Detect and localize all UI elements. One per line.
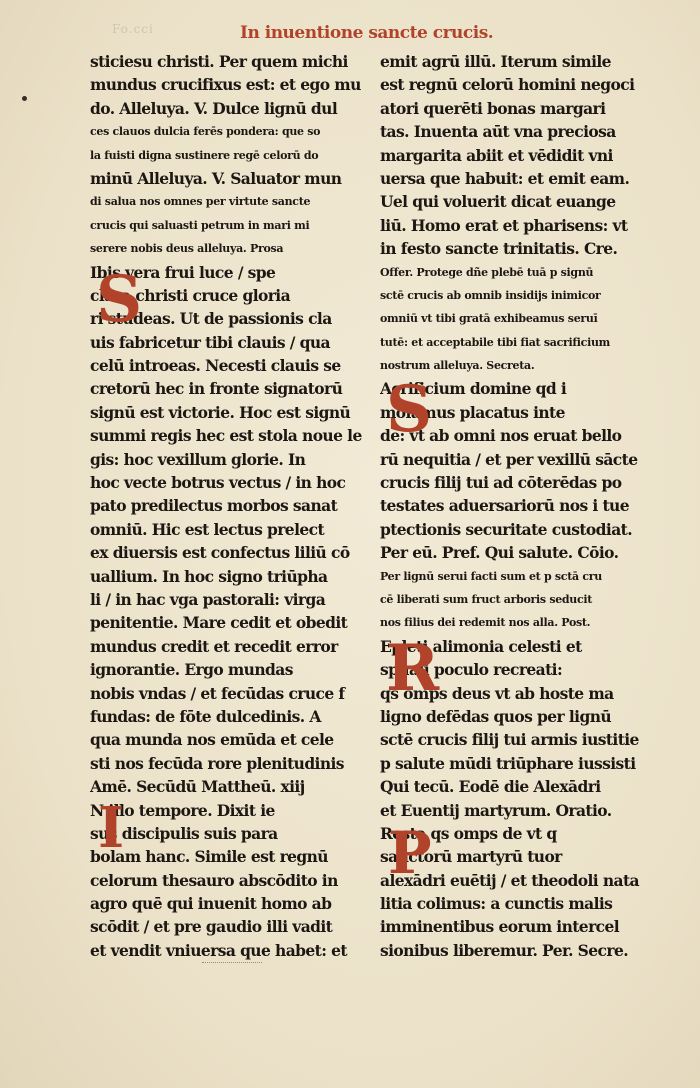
text-line: cē liberati sum fruct arboris seducit: [380, 592, 593, 606]
text-line: sctē crucis ab omnib insidijs inimicor: [380, 288, 601, 302]
text-line: liū. Homo erat et pharisens: vt: [380, 215, 628, 235]
text-line: serere nobis deus alleluya. Prosa: [90, 242, 284, 256]
text-line: emit agrū illū. Iterum simile: [380, 52, 611, 71]
text-line: signū est victorie. Hoc est signū: [90, 402, 351, 422]
text-line: uis fabricetur tibi clauis / qua: [90, 332, 331, 352]
text-line: sanctorū martyrū tuor: [380, 847, 562, 867]
text-line: Offer. Protege dñe plebē tuā p signū: [380, 265, 594, 279]
bottom-ornament: [202, 962, 262, 966]
text-line: uallium. In hoc signo triūpha: [90, 566, 328, 586]
text-line: crucis qui saluasti petrum in mari mi: [90, 218, 310, 232]
text-line: cretorū hec in fronte signatorū: [90, 379, 343, 399]
text-line: summi regis hec est stola noue le: [90, 426, 362, 446]
left-column: [90, 50, 362, 962]
running-head: In inuentione sancte crucis.: [240, 23, 494, 43]
text-line: sti nos fecūda rore plenitudinis: [90, 753, 344, 773]
text-line: sctē crucis filij tui armis iustitie: [380, 730, 639, 750]
text-line: p salute mūdi triūphare iussisti: [380, 753, 636, 773]
text-line: celorum thesauro abscōdito in: [90, 870, 338, 890]
text-line: do. Alleluya. V. Dulce lignū dul: [90, 98, 338, 118]
text-line: molamus placatus inte: [380, 402, 565, 422]
text-line: spūali poculo recreati:: [380, 660, 563, 680]
initial-r-repleti: R: [386, 631, 440, 706]
text-line: atori querēti bonas margari: [380, 98, 606, 118]
text-line: litia colimus: a cunctis malis: [380, 894, 613, 914]
text-line: mundus credit et recedit error: [90, 636, 338, 656]
text-line: omniū vt tibi gratā exhibeamus seruī: [380, 312, 598, 326]
text-line: nostrum alleluya. Secreta.: [380, 359, 535, 373]
text-line: ri studeas. Ut de passionis cla: [90, 309, 332, 329]
text-line: omniū. Hic est lectus prelect: [90, 519, 325, 539]
text-line: sus discipulis suis para: [90, 823, 278, 843]
text-line: la fuisti digna sustinere regē celorū do: [90, 148, 319, 162]
text-line: fundas: de fōte dulcedinis. A: [90, 706, 321, 726]
text-line: et Euentij martyrum. Oratio.: [380, 800, 612, 820]
ghost-folio-text: Fo.cci: [112, 22, 154, 36]
text-line: Epleti alimonia celesti et: [380, 636, 582, 656]
text-line: Amē. Secūdū Mattheū. xiij: [90, 777, 305, 797]
text-line: margarita abiit et vēdidit vni: [380, 145, 613, 165]
text-line: ex diuersis est confectus liliū cō: [90, 543, 350, 563]
text-line: et vendit vniuersa que habet: et: [90, 940, 347, 960]
text-line: in festo sancte trinitatis. Cre.: [380, 239, 618, 259]
text-line: uersa que habuit: et emit eam.: [380, 168, 630, 188]
text-line: bolam hanc. Simile est regnū: [90, 847, 328, 867]
initial-s-sacrificium: S: [386, 372, 433, 447]
text-line: Per lignū serui facti sum et p sctā cru: [380, 569, 602, 583]
initial-p-presta: P: [388, 819, 432, 887]
text-line: rū nequitia / et per vexillū sācte: [380, 449, 638, 469]
initial-s-sibis: S: [96, 262, 143, 337]
text-line: N illo tempore. Dixit ie: [90, 800, 275, 820]
text-line: Acrificium domine qd i: [380, 379, 567, 399]
text-line: qs omps deus vt ab hoste ma: [380, 683, 614, 703]
text-line: Resta qs omps de vt q: [380, 823, 557, 843]
text-line: minū Alleluya. V. Saluator mun: [90, 168, 342, 188]
text-line: ces clauos dulcia ferēs pondera: que so: [90, 125, 321, 139]
text-line: Uel qui voluerit dicat euange: [380, 192, 616, 212]
text-line: sionibus liberemur. Per. Secre.: [380, 940, 629, 960]
text-line: crucis filij tui ad cōterēdas po: [380, 473, 622, 493]
text-line: tas. Inuenta aūt vna preciosa: [380, 122, 616, 142]
text-line: hoc vecte botrus vectus / in hoc: [90, 473, 346, 493]
initial-i-in-illo: I: [98, 795, 125, 861]
text-line: est regnū celorū homini negoci: [380, 75, 635, 95]
text-line: alexādri euētij / et theodoli nata: [380, 870, 639, 890]
text-line: ignorantie. Ergo mundas: [90, 660, 293, 680]
text-line: ligno defēdas quos per lignū: [380, 706, 612, 726]
text-line: agro quē qui inuenit homo ab: [90, 894, 332, 914]
text-line: clara christi cruce gloria: [90, 285, 291, 305]
text-line: scōdit / et pre gaudio illi vadit: [90, 917, 333, 937]
text-line: de: vt ab omni nos eruat bello: [380, 426, 622, 446]
text-line: qua munda nos emūda et cele: [90, 730, 334, 750]
text-line: testates aduersariorū nos i tue: [380, 496, 629, 516]
text-line: di salua nos omnes per virtute sancte: [90, 195, 311, 209]
ink-spot: [22, 96, 27, 101]
text-line: nobis vndas / et fecūdas cruce f: [90, 683, 345, 703]
text-line: nos filius dei redemit nos alla. Post.: [380, 616, 591, 630]
text-line: li / in hac vga pastorali: virga: [90, 589, 326, 609]
text-line: penitentie. Mare cedit et obedit: [90, 613, 348, 633]
text-line: imminentibus eorum intercel: [380, 917, 620, 937]
text-line: ptectionis securitate custodiat.: [380, 519, 632, 539]
text-line: gis: hoc vexillum glorie. In: [90, 449, 306, 469]
text-line: Per eū. Pref. Qui salute. Cōio.: [380, 543, 619, 563]
text-line: Qui tecū. Eodē die Alexādri: [380, 777, 601, 797]
text-line: mundus crucifixus est: et ego mu: [90, 75, 361, 95]
text-line: sticiesu christi. Per quem michi: [90, 52, 348, 71]
text-line: Ibis vera frui luce / spe: [90, 262, 276, 282]
text-line: celū introeas. Necesti clauis se: [90, 356, 341, 376]
text-line: tutē: et acceptabile tibi fiat sacrificium: [380, 335, 610, 349]
text-line: pato predilectus morbos sanat: [90, 496, 338, 516]
